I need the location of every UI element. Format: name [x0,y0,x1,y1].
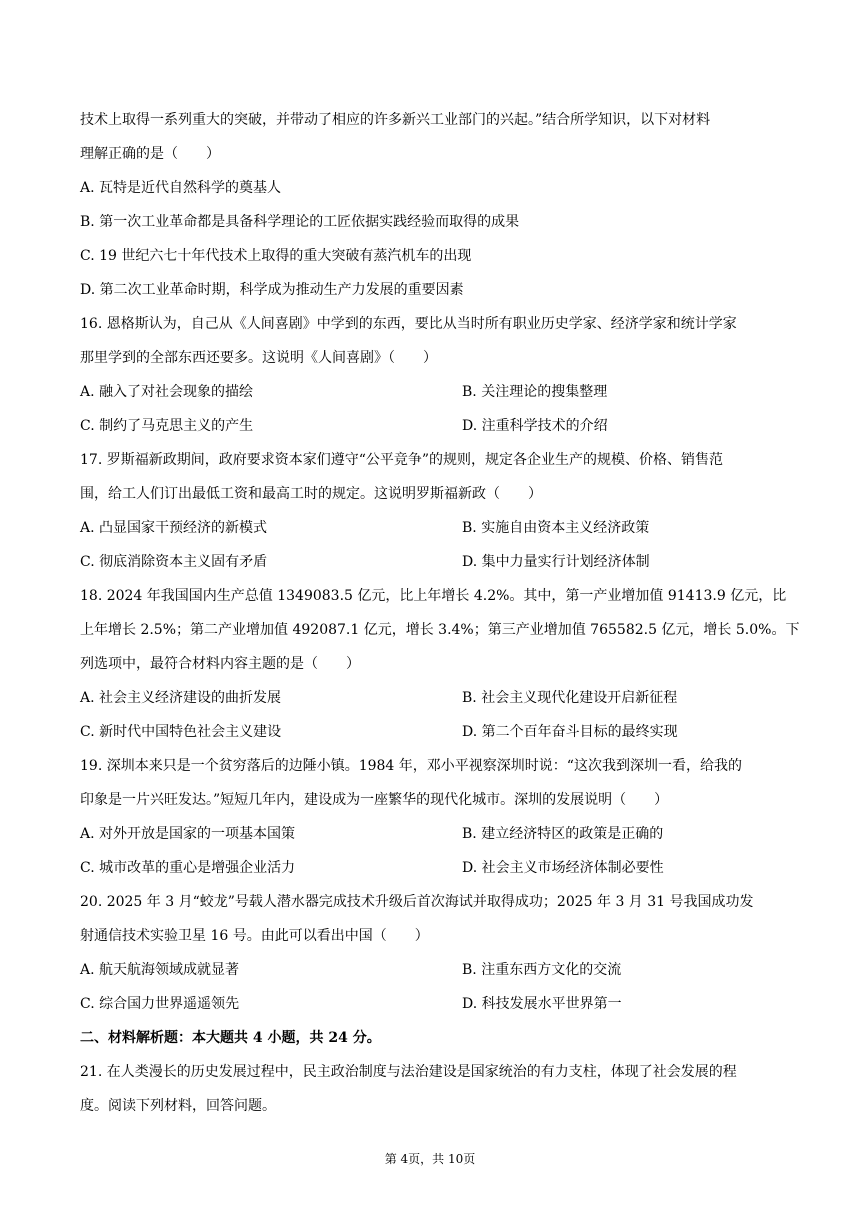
q17-option-row-1 [80,518,650,538]
page-number-footer: 第 4页，共 10页 [384,1152,476,1166]
q16-option-row-1 [80,382,608,402]
q20-option-d: D. 科技发展水平世界第一 [462,996,622,1012]
q20-option-a: A. 航天航海领域成就显著 [80,962,240,978]
q15-stem-line-1: 技术上取得一系列重大的突破，并带动了相应的许多新兴工业部门的兴起。”结合所学知识，以下对材料 [80,112,711,128]
q17-stem-line-1: 17. 罗斯福新政期间，政府要求资本家们遵守“公平竞争”的规则，规定各企业生产的规模、价格、销售范 [80,452,724,468]
q15-option-a: A. 瓦特是近代自然科学的奠基人 [80,180,282,196]
q15-option-c: C. 19 世纪六七十年代技术上取得的重大突破有蒸汽机车的出现 [80,248,472,264]
section-heading: 二、材料解析题：本大题共 4 小题，共 24 分。 [80,1030,381,1046]
q15-stem-line-2: 理解正确的是（ ） [80,146,220,162]
q18-option-row-1 [80,688,678,708]
q19-option-d: D. 社会主义市场经济体制必要性 [462,860,664,876]
q18-stem-line-2: 上年增长 2.5%；第二产业增加值 492087.1 亿元，增长 3.4%；第三产业增加值 765582.5 亿元，增长 5.0%。下 [80,622,800,638]
q20-option-row-2 [80,994,622,1014]
q20-option-b: B. 注重东西方文化的交流 [462,962,622,978]
q16-option-d: D. 注重科学技术的介绍 [462,418,608,434]
q19-option-b: B. 建立经济特区的政策是正确的 [462,826,664,842]
q16-option-b: B. 关注理论的搜集整理 [462,384,608,400]
q19-option-a: A. 对外开放是国家的一项基本国策 [80,826,296,842]
q19-option-row-1 [80,824,664,844]
q16-option-c: C. 制约了马克思主义的产生 [80,418,254,434]
q16-stem-line-2: 那里学到的全部东西还要多。这说明《人间喜剧》（ ） [80,350,437,366]
q17-option-b: B. 实施自由资本主义经济政策 [462,520,650,536]
q18-option-d: D. 第二个百年奋斗目标的最终实现 [462,724,678,740]
q20-option-row-1 [80,960,622,980]
q18-option-row-2 [80,722,678,742]
q19-stem-line-2: 印象是一片兴旺发达。”短短几年内，建设成为一座繁华的现代化城市。深圳的发展说明（ ） [80,792,669,808]
q19-option-c: C. 城市改革的重心是增强企业活力 [80,860,296,876]
q17-option-c: C. 彻底消除资本主义固有矛盾 [80,554,268,570]
q17-stem-line-2: 围，给工人们订出最低工资和最高工时的规定。这说明罗斯福新政（ ） [80,486,542,502]
q17-option-a: A. 凸显国家干预经济的新模式 [80,520,268,536]
q17-option-row-2 [80,552,650,572]
q18-option-c: C. 新时代中国特色社会主义建设 [80,724,282,740]
q18-option-a: A. 社会主义经济建设的曲折发展 [80,690,282,706]
q15-option-d: D. 第二次工业革命时期，科学成为推动生产力发展的重要因素 [80,282,464,298]
q20-stem-line-1: 20. 2025 年 3 月“蛟龙”号载人潜水器完成技术升级后首次海试并取得成功；2025 年 3 月 31 号我国成功发 [80,894,754,910]
q16-option-row-2 [80,416,608,436]
q19-option-row-2 [80,858,664,878]
q21-stem-line-1: 21. 在人类漫长的历史发展过程中，民主政治制度与法治建设是国家统治的有力支柱，体现了社会发展的程 [80,1064,737,1080]
q20-option-c: C. 综合国力世界遥遥领先 [80,996,240,1012]
q16-stem-line-1: 16. 恩格斯认为，自己从《人间喜剧》中学到的东西，要比从当时所有职业历史学家、经济学家和统计学家 [80,316,737,332]
q16-option-a: A. 融入了对社会现象的描绘 [80,384,254,400]
q17-option-d: D. 集中力量实行计划经济体制 [462,554,650,570]
q18-stem-line-1: 18. 2024 年我国国内生产总值 1349083.5 亿元，比上年增长 4.2%。其中，第一产业增加值 91413.9 亿元，比 [80,588,787,604]
q21-stem-line-2: 度。阅读下列材料，回答问题。 [80,1098,276,1114]
q20-stem-line-2: 射通信技术实验卫星 16 号。由此可以看出中国（ ） [80,928,429,944]
q19-stem-line-1: 19. 深圳本来只是一个贫穷落后的边陲小镇。1984 年，邓小平视察深圳时说：“这次我到深圳一看，给我的 [80,758,742,774]
q18-stem-line-3: 列选项中，最符合材料内容主题的是（ ） [80,656,360,672]
q15-option-b: B. 第一次工业革命都是具备科学理论的工匠依据实践经验而取得的成果 [80,214,520,230]
q18-option-b: B. 社会主义现代化建设开启新征程 [462,690,678,706]
